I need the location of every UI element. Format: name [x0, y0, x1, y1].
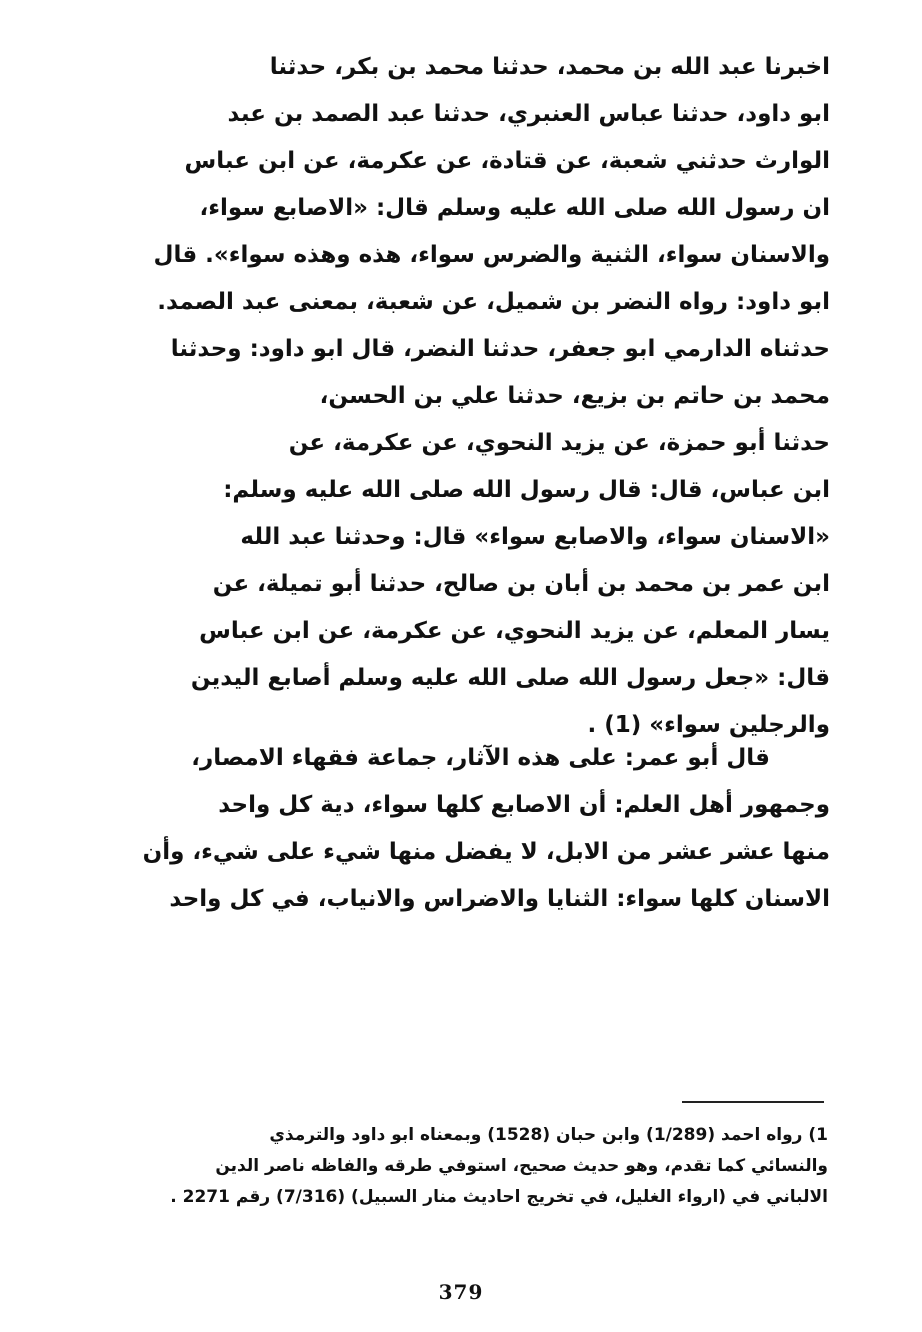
text-line: منها عشر عشر من الابل، لا يفضل منها شيء على شيء، وأن [142, 839, 830, 865]
text-line: والاسنان سواء، الثنية والضرس سواء، هذه وهذه سواء». قال [153, 242, 830, 268]
text-line: الوارث حدثني شعبة، عن قتادة، عن عكرمة، عن ابن عباس [184, 148, 830, 174]
footnote-line: الالباني في (ارواء الغليل، في تخريج احاديث منار السبيل) (7/316) رقم 2271 . [170, 1187, 828, 1207]
text-line: محمد بن حاتم بن بزيع، حدثنا علي بن الحسن، [319, 383, 830, 409]
main-paragraph-commentary [142, 735, 830, 923]
text-line: اخبرنا عبد الله بن محمد، حدثنا محمد بن بكر، حدثنا [269, 54, 830, 80]
text-line: وجمهور أهل العلم: أن الاصابع كلها سواء، دية كل واحد [218, 792, 830, 818]
text-line: حدثنا أبو حمزة، عن يزيد النحوي، عن عكرمة، عن [288, 430, 830, 456]
footnotes [170, 1120, 828, 1213]
text-line: قال أبو عمر: على هذه الآثار، جماعة فقهاء الامصار، [191, 745, 770, 771]
text-line: ان رسول الله صلى الله عليه وسلم قال: «الاصابع سواء، [199, 195, 830, 221]
text-line: الاسنان كلها سواء: الثنايا والاضراس والانياب، في كل واحد [169, 886, 830, 912]
text-line: حدثناه الدارمي ابو جعفر، حدثنا النضر، قال ابو داود: وحدثنا [170, 336, 830, 362]
text-line: ابو داود: رواه النضر بن شميل، عن شعبة، بمعنى عبد الصمد. [157, 289, 830, 315]
footnote-divider [682, 1101, 824, 1103]
footnote-line: 1) رواه احمد (1/289) وابن حبان (1528) وبمعناه ابو داود والترمذي [269, 1125, 828, 1145]
text-line: ابن عمر بن محمد بن أبان بن صالح، حدثنا أبو تميلة، عن [212, 571, 830, 597]
text-line: يسار المعلم، عن يزيد النحوي، عن عكرمة، عن ابن عباس [199, 618, 830, 644]
main-paragraph-hadith [153, 44, 830, 749]
footnote-line: والنسائي كما تقدم، وهو حديث صحيح، استوفي طرقه والفاظه ناصر الدين [215, 1156, 828, 1176]
text-line: والرجلين سواء» (1) . [587, 712, 830, 738]
page-number: 379 [438, 1280, 484, 1304]
text-line: «الاسنان سواء، والاصابع سواء» قال: وحدثنا عبد الله [240, 524, 830, 550]
text-line: ابو داود، حدثنا عباس العنبري، حدثنا عبد الصمد بن عبد [227, 101, 830, 127]
text-line: قال: «جعل رسول الله صلى الله عليه وسلم أصابع اليدين [190, 665, 830, 691]
text-line: ابن عباس، قال: قال رسول الله صلى الله عليه وسلم: [223, 477, 830, 503]
